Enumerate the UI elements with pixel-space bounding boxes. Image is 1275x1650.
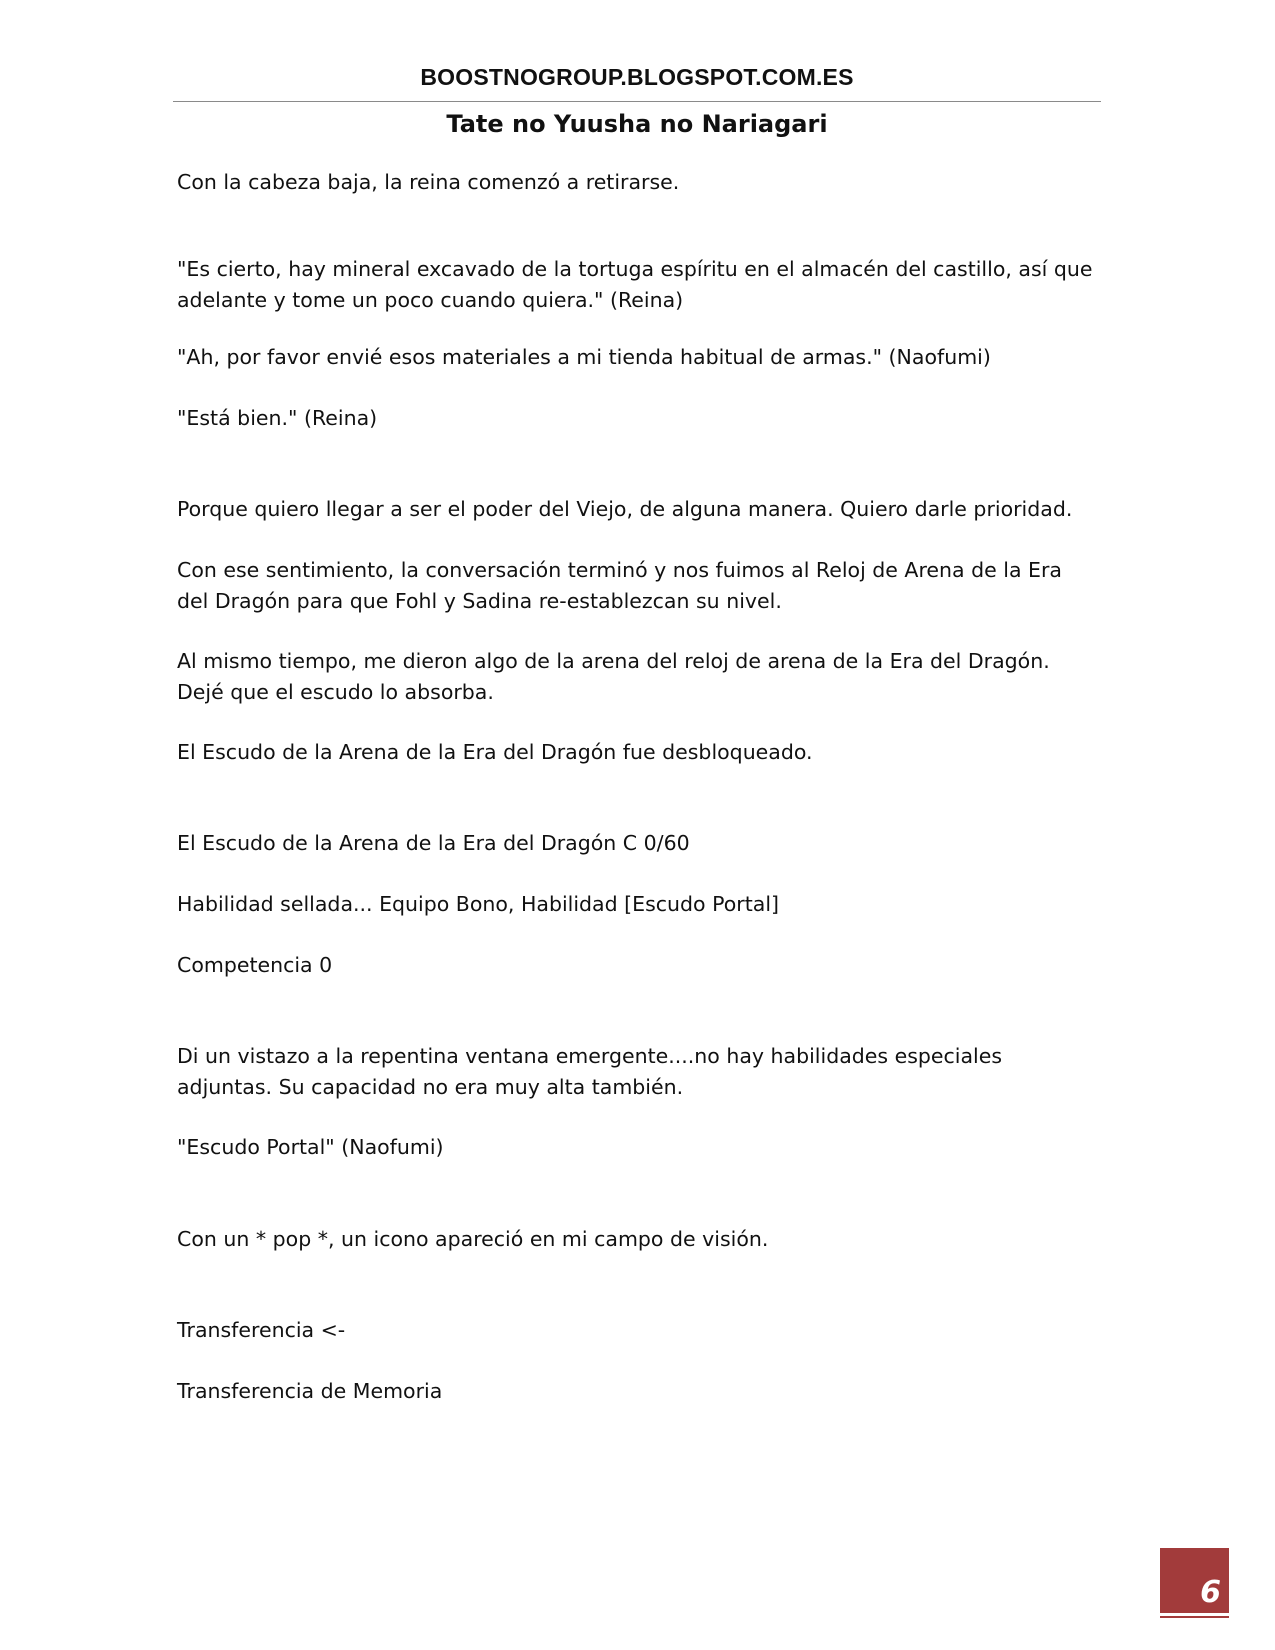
paragraph: "Ah, por favor envié esos materiales a mi tienda habitual de armas." (Naofumi) <box>177 345 991 369</box>
document-title: Tate no Yuusha no Nariagari <box>446 110 828 138</box>
paragraph: "Escudo Portal" (Naofumi) <box>177 1135 444 1159</box>
page-number: 6 <box>1200 1575 1221 1610</box>
paragraph: Transferencia de Memoria <box>177 1379 443 1403</box>
page-number-underline <box>1160 1616 1229 1618</box>
paragraph: "Es cierto, hay mineral excavado de la tortuga espíritu en el almacén del castillo, así que adelante y tome un poco cuando quiera." (Reina) <box>177 257 1093 312</box>
paragraph: Transferencia <- <box>177 1318 346 1342</box>
paragraph: Con un * pop *, un icono apareció en mi campo de visión. <box>177 1227 769 1251</box>
paragraph: El Escudo de la Arena de la Era del Dragón fue desbloqueado. <box>177 740 813 764</box>
paragraph: Habilidad sellada... Equipo Bono, Habilidad [Escudo Portal] <box>177 892 780 916</box>
paragraph: Porque quiero llegar a ser el poder del Viejo, de alguna manera. Quiero darle prioridad. <box>177 497 1073 521</box>
paragraph: Con ese sentimiento, la conversación terminó y nos fuimos al Reloj de Arena de la Era del Dragón para que Fohl y Sadina re-establezcan su nivel. <box>177 558 1062 613</box>
page-number-badge <box>1160 1548 1229 1613</box>
paragraph: Al mismo tiempo, me dieron algo de la arena del reloj de arena de la Era del Dragón. Dejé que el escudo lo absorba. <box>177 649 1050 704</box>
paragraph: Competencia 0 <box>177 953 333 977</box>
paragraph: Con la cabeza baja, la reina comenzó a retirarse. <box>177 170 680 194</box>
paragraph: Di un vistazo a la repentina ventana emergente....no hay habilidades especiales adjuntas. Su capacidad no era muy alta también. <box>177 1044 1003 1099</box>
header-divider <box>173 101 1101 102</box>
paragraph: El Escudo de la Arena de la Era del Dragón C 0/60 <box>177 831 690 855</box>
site-header: BOOSTNOGROUP.BLOGSPOT.COM.ES <box>420 64 854 90</box>
paragraph: "Está bien." (Reina) <box>177 406 378 430</box>
